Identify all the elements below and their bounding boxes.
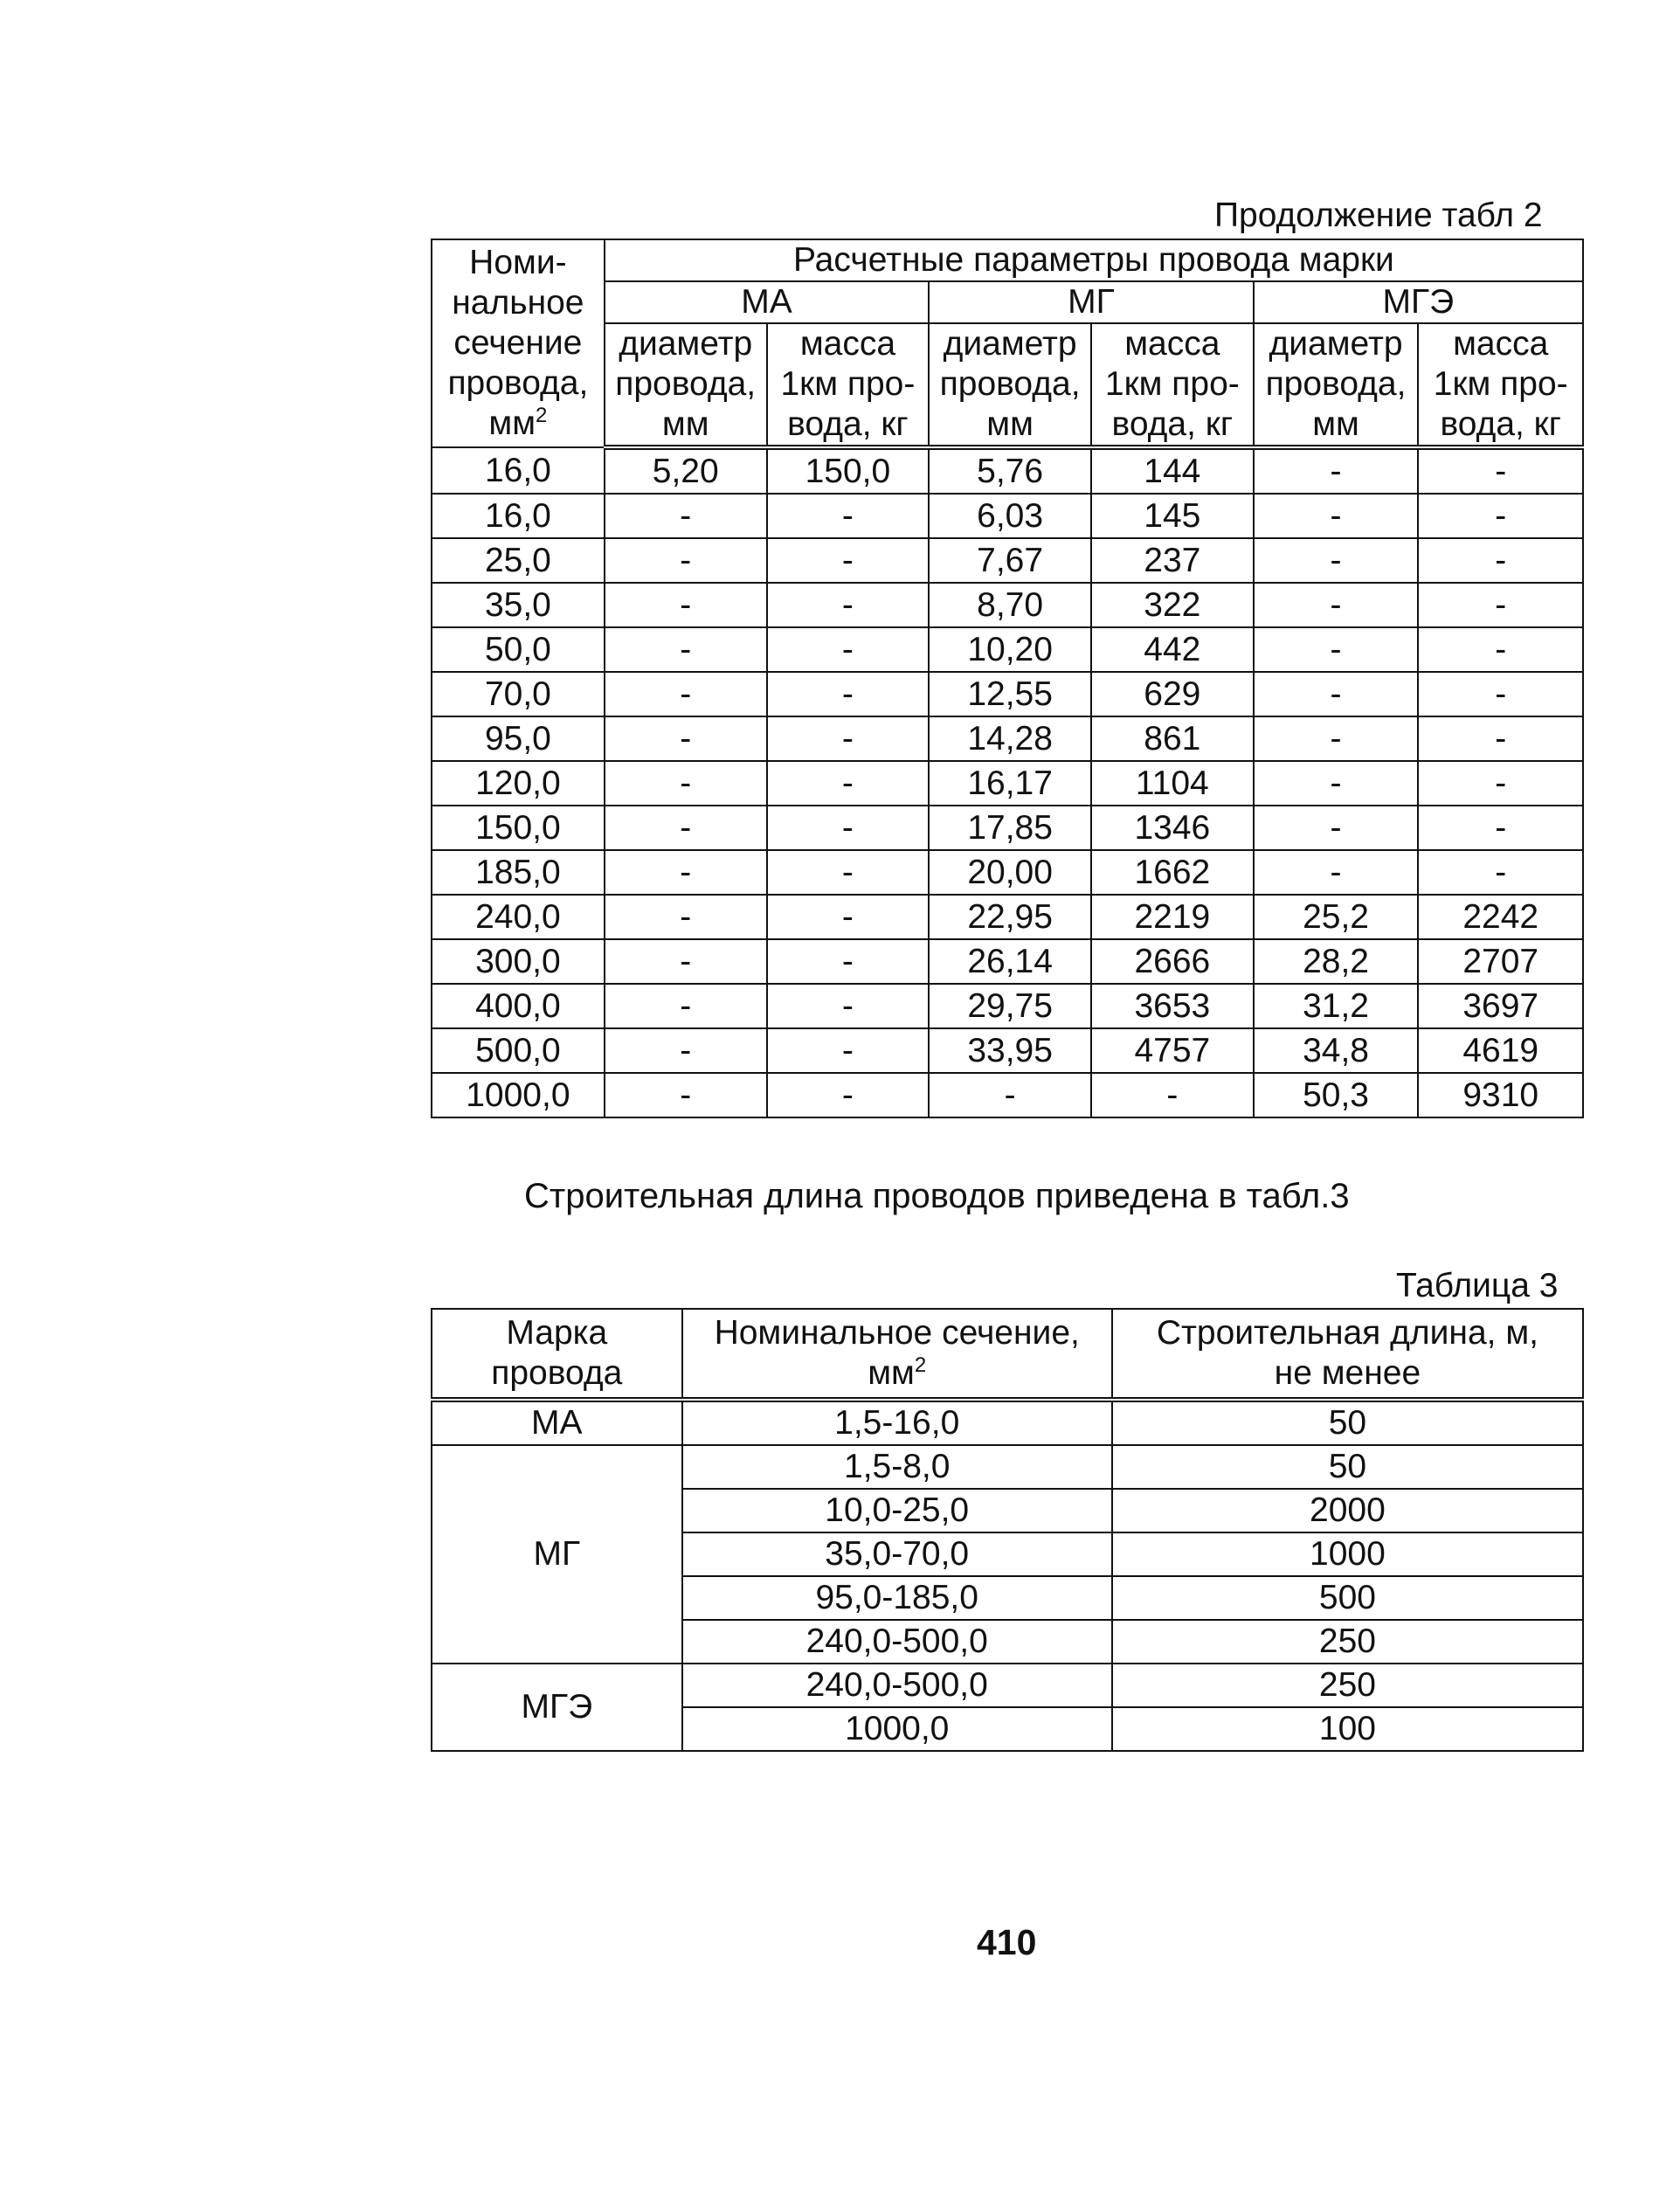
table-cell: 28,2 — [1254, 939, 1419, 984]
table-row — [432, 984, 1583, 1028]
header-wire-brand: Марка провода — [432, 1309, 682, 1400]
table-row — [432, 1028, 1583, 1073]
table-row — [432, 1664, 1583, 1707]
table-row — [432, 895, 1583, 939]
table-row — [432, 627, 1583, 672]
table-cell: - — [1418, 447, 1583, 494]
table2-caption: Продолжение табл 2 — [1214, 197, 1543, 234]
subheader-diameter: диаметр провода, мм — [929, 323, 1091, 447]
table-row — [432, 939, 1583, 984]
table-cell: - — [767, 1073, 930, 1117]
table-cell: 322 — [1091, 583, 1254, 627]
table-cell: - — [929, 1073, 1091, 1117]
table-cell: 300,0 — [432, 939, 605, 984]
table-cell: - — [605, 1073, 767, 1117]
table-cell: 16,17 — [929, 761, 1091, 806]
table-cell: - — [767, 984, 930, 1028]
table-cell: 2666 — [1091, 939, 1254, 984]
table-cell: 25,2 — [1254, 895, 1419, 939]
table-cell: - — [605, 806, 767, 850]
table-cell: 100 — [1112, 1707, 1583, 1751]
subheader-diameter: диаметр провода, мм — [605, 323, 767, 447]
table-cell: 1000,0 — [682, 1707, 1112, 1751]
table-cell: 7,67 — [929, 538, 1091, 583]
table-cell: - — [1254, 672, 1419, 716]
table-cell: - — [1254, 494, 1419, 538]
wire-brand-cell: МГ — [432, 1445, 682, 1664]
header-nominal-section: Номинальное сечение, $мм^2$ — [682, 1309, 1112, 1400]
table-cell: - — [1418, 627, 1583, 672]
wire-parameters-table — [431, 239, 1584, 1118]
table-cell: 95,0 — [432, 716, 605, 761]
subheader-mass: масса 1км про- вода, кг — [1418, 323, 1583, 447]
wire-brand-cell: МА — [432, 1400, 682, 1445]
table-cell: 50,0 — [432, 627, 605, 672]
table-cell: - — [767, 850, 930, 895]
table-cell: 120,0 — [432, 761, 605, 806]
table-cell: - — [1418, 538, 1583, 583]
table-cell: 95,0-185,0 — [682, 1576, 1112, 1620]
table-cell: - — [605, 939, 767, 984]
table-cell: - — [1418, 583, 1583, 627]
table-cell: - — [605, 494, 767, 538]
table-cell: 31,2 — [1254, 984, 1419, 1028]
header-brand-mge: МГЭ — [1254, 281, 1583, 323]
table-cell: - — [605, 984, 767, 1028]
table-cell: 237 — [1091, 538, 1254, 583]
table-cell: - — [1418, 761, 1583, 806]
table-cell: - — [767, 627, 930, 672]
table-cell: 240,0-500,0 — [682, 1664, 1112, 1707]
table-cell: 1346 — [1091, 806, 1254, 850]
table-cell: - — [605, 761, 767, 806]
table-cell: 50 — [1112, 1445, 1583, 1489]
table-cell: 22,95 — [929, 895, 1091, 939]
wire-brand-cell: МГЭ — [432, 1664, 682, 1751]
table-cell: 250 — [1112, 1664, 1583, 1707]
table-row — [432, 538, 1583, 583]
table-cell: - — [1254, 850, 1419, 895]
subheader-mass: масса 1км про- вода, кг — [767, 323, 930, 447]
table-cell: 6,03 — [929, 494, 1091, 538]
table-row — [432, 1400, 1583, 1445]
table-row — [432, 583, 1583, 627]
table-row — [432, 447, 1583, 494]
table-cell: - — [767, 939, 930, 984]
table-row — [432, 1073, 1583, 1117]
table-cell: 500 — [1112, 1576, 1583, 1620]
table-cell: 400,0 — [432, 984, 605, 1028]
table-cell: - — [767, 1028, 930, 1073]
table-cell: - — [1254, 538, 1419, 583]
table-cell: 1000 — [1112, 1532, 1583, 1576]
table-cell: - — [767, 672, 930, 716]
table-cell: - — [605, 583, 767, 627]
subheader-mass: масса 1км про- вода, кг — [1091, 323, 1254, 447]
table-cell: 1662 — [1091, 850, 1254, 895]
table-cell: - — [1418, 806, 1583, 850]
table-row — [432, 850, 1583, 895]
table-cell: 34,8 — [1254, 1028, 1419, 1073]
table-cell: - — [1254, 627, 1419, 672]
table-row — [432, 716, 1583, 761]
table-cell: 3653 — [1091, 984, 1254, 1028]
table-cell: 50,3 — [1254, 1073, 1419, 1117]
table-cell: 17,85 — [929, 806, 1091, 850]
header-construction-length: Строительная длина, м, не менее — [1112, 1309, 1583, 1400]
table-cell: - — [767, 895, 930, 939]
table-cell: - — [605, 1028, 767, 1073]
table-cell: 8,70 — [929, 583, 1091, 627]
table-cell: 16,0 — [432, 494, 605, 538]
table-cell: - — [1254, 447, 1419, 494]
table-cell: 1000,0 — [432, 1073, 605, 1117]
table-cell: - — [767, 494, 930, 538]
table-cell: 5,76 — [929, 447, 1091, 494]
table-cell: 2219 — [1091, 895, 1254, 939]
table-cell: - — [1418, 850, 1583, 895]
header-nominal-section: Номи- нальное сечение провода, $мм^2$ — [432, 239, 605, 447]
table-cell: 35,0 — [432, 583, 605, 627]
table-cell: - — [1254, 716, 1419, 761]
table-cell: 10,0-25,0 — [682, 1489, 1112, 1532]
table-cell: 1,5-16,0 — [682, 1400, 1112, 1445]
header-group-title: Расчетные параметры провода марки — [605, 239, 1583, 281]
table-cell: 5,20 — [605, 447, 767, 494]
subheader-diameter: диаметр провода, мм — [1254, 323, 1419, 447]
table-cell: - — [605, 895, 767, 939]
table-cell: 12,55 — [929, 672, 1091, 716]
table-cell: - — [605, 716, 767, 761]
construction-length-table — [431, 1308, 1584, 1752]
table-cell: 1104 — [1091, 761, 1254, 806]
table-row — [432, 1445, 1583, 1489]
table-row — [432, 806, 1583, 850]
table-cell: - — [767, 538, 930, 583]
table-cell: 442 — [1091, 627, 1254, 672]
table-cell: 150,0 — [432, 806, 605, 850]
table-cell: 150,0 — [767, 447, 930, 494]
table3-caption: Таблица 3 — [1396, 1267, 1559, 1304]
table-cell: 33,95 — [929, 1028, 1091, 1073]
table-cell: - — [1418, 672, 1583, 716]
table-cell: 240,0 — [432, 895, 605, 939]
table-cell: - — [767, 583, 930, 627]
table-cell: 185,0 — [432, 850, 605, 895]
table-cell: - — [1091, 1073, 1254, 1117]
table-cell: - — [605, 850, 767, 895]
table-cell: 144 — [1091, 447, 1254, 494]
table-cell: 9310 — [1418, 1073, 1583, 1117]
table-cell: 35,0-70,0 — [682, 1532, 1112, 1576]
table-cell: - — [1254, 761, 1419, 806]
table-row — [432, 672, 1583, 716]
table-cell: 29,75 — [929, 984, 1091, 1028]
table-cell: 629 — [1091, 672, 1254, 716]
table-cell: 2242 — [1418, 895, 1583, 939]
table-cell: 2000 — [1112, 1489, 1583, 1532]
table-cell: 861 — [1091, 716, 1254, 761]
table-cell: 500,0 — [432, 1028, 605, 1073]
table-cell: - — [605, 627, 767, 672]
table-cell: - — [1418, 716, 1583, 761]
table-cell: 10,20 — [929, 627, 1091, 672]
body-text: Строительная длина проводов приведена в табл.3 — [524, 1177, 1350, 1215]
table-cell: 20,00 — [929, 850, 1091, 895]
table-cell: - — [1254, 583, 1419, 627]
table-row — [432, 761, 1583, 806]
table-cell: - — [1418, 494, 1583, 538]
table-cell: 14,28 — [929, 716, 1091, 761]
table-cell: - — [1254, 806, 1419, 850]
table-cell: 50 — [1112, 1400, 1583, 1445]
table-cell: 4619 — [1418, 1028, 1583, 1073]
table-cell: 25,0 — [432, 538, 605, 583]
page-number: 410 — [977, 1922, 1037, 1962]
table-cell: 26,14 — [929, 939, 1091, 984]
table-cell: 2707 — [1418, 939, 1583, 984]
header-brand-mg: МГ — [929, 281, 1253, 323]
table-cell: 70,0 — [432, 672, 605, 716]
table-cell: 3697 — [1418, 984, 1583, 1028]
table-cell: 250 — [1112, 1620, 1583, 1664]
table-cell: 4757 — [1091, 1028, 1254, 1073]
table-cell: - — [605, 672, 767, 716]
table-cell: 16,0 — [432, 447, 605, 494]
table-cell: 240,0-500,0 — [682, 1620, 1112, 1664]
table-cell: - — [767, 761, 930, 806]
table-cell: - — [767, 806, 930, 850]
table-cell: 1,5-8,0 — [682, 1445, 1112, 1489]
table-cell: - — [605, 538, 767, 583]
table-cell: - — [767, 716, 930, 761]
table-row — [432, 494, 1583, 538]
header-brand-ma: МА — [605, 281, 929, 323]
table-cell: 145 — [1091, 494, 1254, 538]
